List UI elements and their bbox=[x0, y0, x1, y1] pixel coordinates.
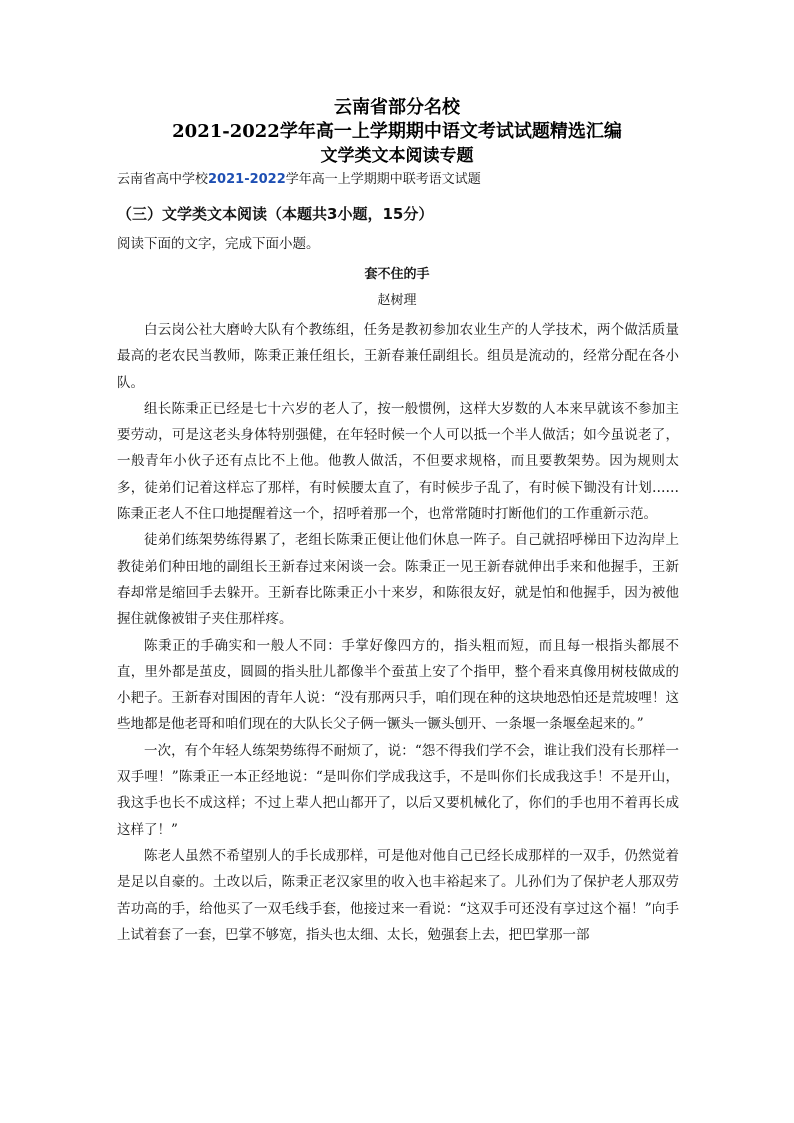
story-author: 赵树理 bbox=[377, 293, 417, 308]
document-title-block bbox=[0, 96, 794, 168]
source-line bbox=[117, 171, 481, 189]
source-suffix: 学年高一上学期期中联考语文试题 bbox=[285, 172, 481, 187]
story-paragraph: 陈老人虽然不希望别人的手长成那样，可是他对他自己已经长成那样的一双手，仍然觉着是足以自豪的。土改以后，陈秉正老汉家里的收入也丰裕起来了。儿孙们为了保护老人那双劳苦功高的手，给他买了一双毛线手套，他接过来一看说：“这双手可还没有享过这个福！”向手上试着套了一套，巴掌不够宽，指头也太细、太长，勉强套上去，把巴掌那一部 bbox=[117, 847, 679, 943]
reading-instruction: 阅读下面的文字，完成下面小题。 bbox=[117, 236, 320, 252]
title-line-topic: 文学类文本阅读专题 bbox=[320, 146, 474, 166]
story-paragraph: 组长陈秉正已经是七十六岁的老人了，按一般惯例，这样大岁数的人本来早就该不参加主要劳动，可是这老头身体特别强健，在年轻时候一个人可以抵一个半人做活；如今虽说老了，一般青年小伙子还有点比不上他。他教人做活，不但要求规格，而且要教架势。因为规则太多，徒弟们记着这样忘了那样，有时候腰太直了，有时候步子乱了，有时候下锄没有计划……陈秉正老人不住口地提醒着这一个，招呼着那一个，也常常随时打断他们的工作重新示范。 bbox=[117, 400, 679, 523]
title-line-exam: 2021-2022学年高一上学期期中语文考试试题精选汇编 bbox=[172, 121, 622, 142]
story-paragraph: 白云岗公社大磨岭大队有个教练组，任务是教初参加农业生产的人学技术，两个做活质量最高的老农民当教师，陈秉正兼任组长，王新春兼任副组长。组员是流动的，经常分配在各小队。 bbox=[117, 322, 679, 391]
story-paragraph: 陈秉正的手确实和一般人不同：手掌好像四方的，指头粗而短，而且每一根指头都展不直，里外都是茧皮，圆圆的指头肚儿都像半个蚕茧上安了个指甲，整个看来真像用树枝做成的小耙子。王新春对围困的青年人说：“没有那两只手，咱们现在种的这块地恐怕还是荒坡哩！这些地都是他老哥和咱们现在的大队长父子俩一镢头一镢头刨开、一条堰一条堰垒起来的。” bbox=[117, 637, 679, 733]
story-body bbox=[117, 317, 679, 948]
story-title: 套不住的手 bbox=[364, 267, 430, 282]
title-line-region: 云南省部分名校 bbox=[334, 97, 460, 118]
story-paragraph: 徒弟们练架势练得累了，老组长陈秉正便让他们休息一阵子。自己就招呼梯田下边沟岸上教徒弟们种田地的副组长王新春过来闲谈一会。陈秉正一见王新春就伸出手来和他握手，王新春却常是缩回手去躲开。王新春比陈秉正小十来岁，和陈很友好，就是怕和他握手，因为被他握住就像被钳子夹住那样疼。 bbox=[117, 532, 679, 628]
section-heading: （三）文学类文本阅读（本题共3小题，15分） bbox=[117, 205, 434, 223]
source-year-highlight: 2021-2022 bbox=[208, 172, 286, 187]
source-prefix: 云南省高中学校 bbox=[117, 172, 209, 187]
story-paragraph: 一次，有个年轻人练架势练得不耐烦了，说：“怨不得我们学不会，谁让我们没有长那样一双手哩！”陈秉正一本正经地说：“是叫你们学成我这手，不是叫你们长成我这手！不是开山，我这手也长不成这样；不过上辈人把山都开了，以后又要机械化了，你们的手也用不着再长成这样了！” bbox=[117, 742, 679, 838]
